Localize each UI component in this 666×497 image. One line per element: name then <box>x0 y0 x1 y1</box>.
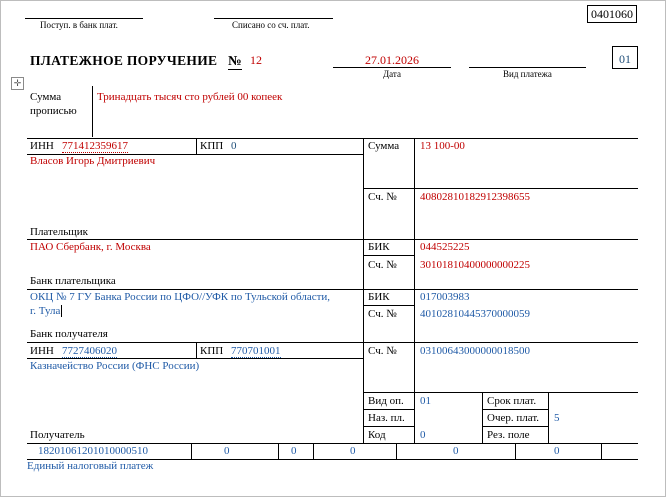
payee-label: Получатель <box>30 429 85 441</box>
text-cursor <box>61 305 62 317</box>
doc-date-code[interactable]: 0 <box>554 445 560 457</box>
payee-name[interactable]: Казначейство России (ФНС России) <box>30 360 200 372</box>
payer-status-code[interactable]: 01 <box>612 46 638 69</box>
payee-inn[interactable]: 7727406020 <box>62 345 117 357</box>
payer-inn[interactable]: 771412359617 <box>62 140 128 152</box>
payment-number[interactable]: 12 <box>250 53 262 67</box>
payment-type-label: Вид платежа <box>503 69 552 79</box>
payer-bank-account-label: Сч. № <box>368 259 397 271</box>
amount-value[interactable]: 13 100-00 <box>420 140 465 152</box>
payee-bank-label: Банк получателя <box>30 328 108 340</box>
payer-bank-bik-label: БИК <box>368 241 390 253</box>
basis-code[interactable]: 0 <box>291 445 297 457</box>
payee-bank-account[interactable]: 40102810445370000059 <box>420 308 530 320</box>
amount-label: Сумма <box>368 140 400 152</box>
code-label: Код <box>368 429 386 441</box>
payment-order-value[interactable]: 5 <box>554 412 560 424</box>
payment-term-label: Срок плат. <box>487 395 537 407</box>
payer-kpp[interactable]: 0 <box>231 140 237 152</box>
number-sign: № <box>228 53 242 68</box>
payee-account[interactable]: 03100643000000018500 <box>420 345 530 357</box>
payee-bank-name-line2[interactable]: г. Тула <box>30 305 61 317</box>
payee-kpp[interactable]: 770701001 <box>231 345 281 357</box>
payer-bank-name[interactable]: ПАО Сбербанк, г. Москва <box>30 241 151 253</box>
form-code: 0401060 <box>587 5 637 23</box>
amount-words-label-1: Сумма <box>30 91 62 103</box>
page-title: ПЛАТЕЖНОЕ ПОРУЧЕНИЕ <box>30 53 218 68</box>
payee-account-label: Сч. № <box>368 345 397 357</box>
doc-number-code[interactable]: 0 <box>453 445 459 457</box>
amount-in-words[interactable]: Тринадцать тысяч сто рублей 00 копеек <box>97 91 283 103</box>
payer-inn-label: ИНН <box>30 140 54 152</box>
payment-order-label: Очер. плат. <box>487 412 540 424</box>
oktmo-code[interactable]: 0 <box>224 445 230 457</box>
payee-bank-name-line1[interactable]: ОКЦ № 7 ГУ Банка России по ЦФО//УФК по Тульской области, <box>30 291 331 303</box>
payer-kpp-label: КПП <box>200 140 224 152</box>
amount-words-label-2: прописью <box>30 105 77 117</box>
payee-bank-bik-label: БИК <box>368 291 390 303</box>
payment-purpose-label: Наз. пл. <box>368 412 405 424</box>
payee-bank-account-label: Сч. № <box>368 308 397 320</box>
reserve-field-label: Рез. поле <box>487 429 530 441</box>
payer-account[interactable]: 40802810182912398655 <box>420 191 530 203</box>
payer-bank-bik[interactable]: 044525225 <box>420 241 470 253</box>
operation-type[interactable]: 01 <box>420 395 431 407</box>
received-in-bank-label: Поступ. в банк плат. <box>40 20 118 30</box>
kbk-code[interactable]: 18201061201010000510 <box>38 445 148 457</box>
debited-from-account-label: Списано со сч. плат. <box>232 20 310 30</box>
move-handle-icon[interactable]: ✛ <box>11 77 24 90</box>
operation-type-label: Вид оп. <box>368 395 404 407</box>
payer-name[interactable]: Власов Игорь Дмитриевич <box>30 155 156 167</box>
date-label: Дата <box>383 69 401 79</box>
payer-label: Плательщик <box>30 226 88 238</box>
code-value[interactable]: 0 <box>420 429 426 441</box>
payee-kpp-label: КПП <box>200 345 224 357</box>
payee-inn-label: ИНН <box>30 345 54 357</box>
payment-purpose[interactable]: Единый налоговый платеж <box>27 460 154 472</box>
payee-bank-bik[interactable]: 017003983 <box>420 291 470 303</box>
payer-account-label: Сч. № <box>368 191 397 203</box>
payer-bank-account[interactable]: 30101810400000000225 <box>420 259 530 271</box>
period-code[interactable]: 0 <box>350 445 356 457</box>
payment-date[interactable]: 27.01.2026 <box>365 53 419 67</box>
payer-bank-label: Банк плательщика <box>30 275 116 287</box>
